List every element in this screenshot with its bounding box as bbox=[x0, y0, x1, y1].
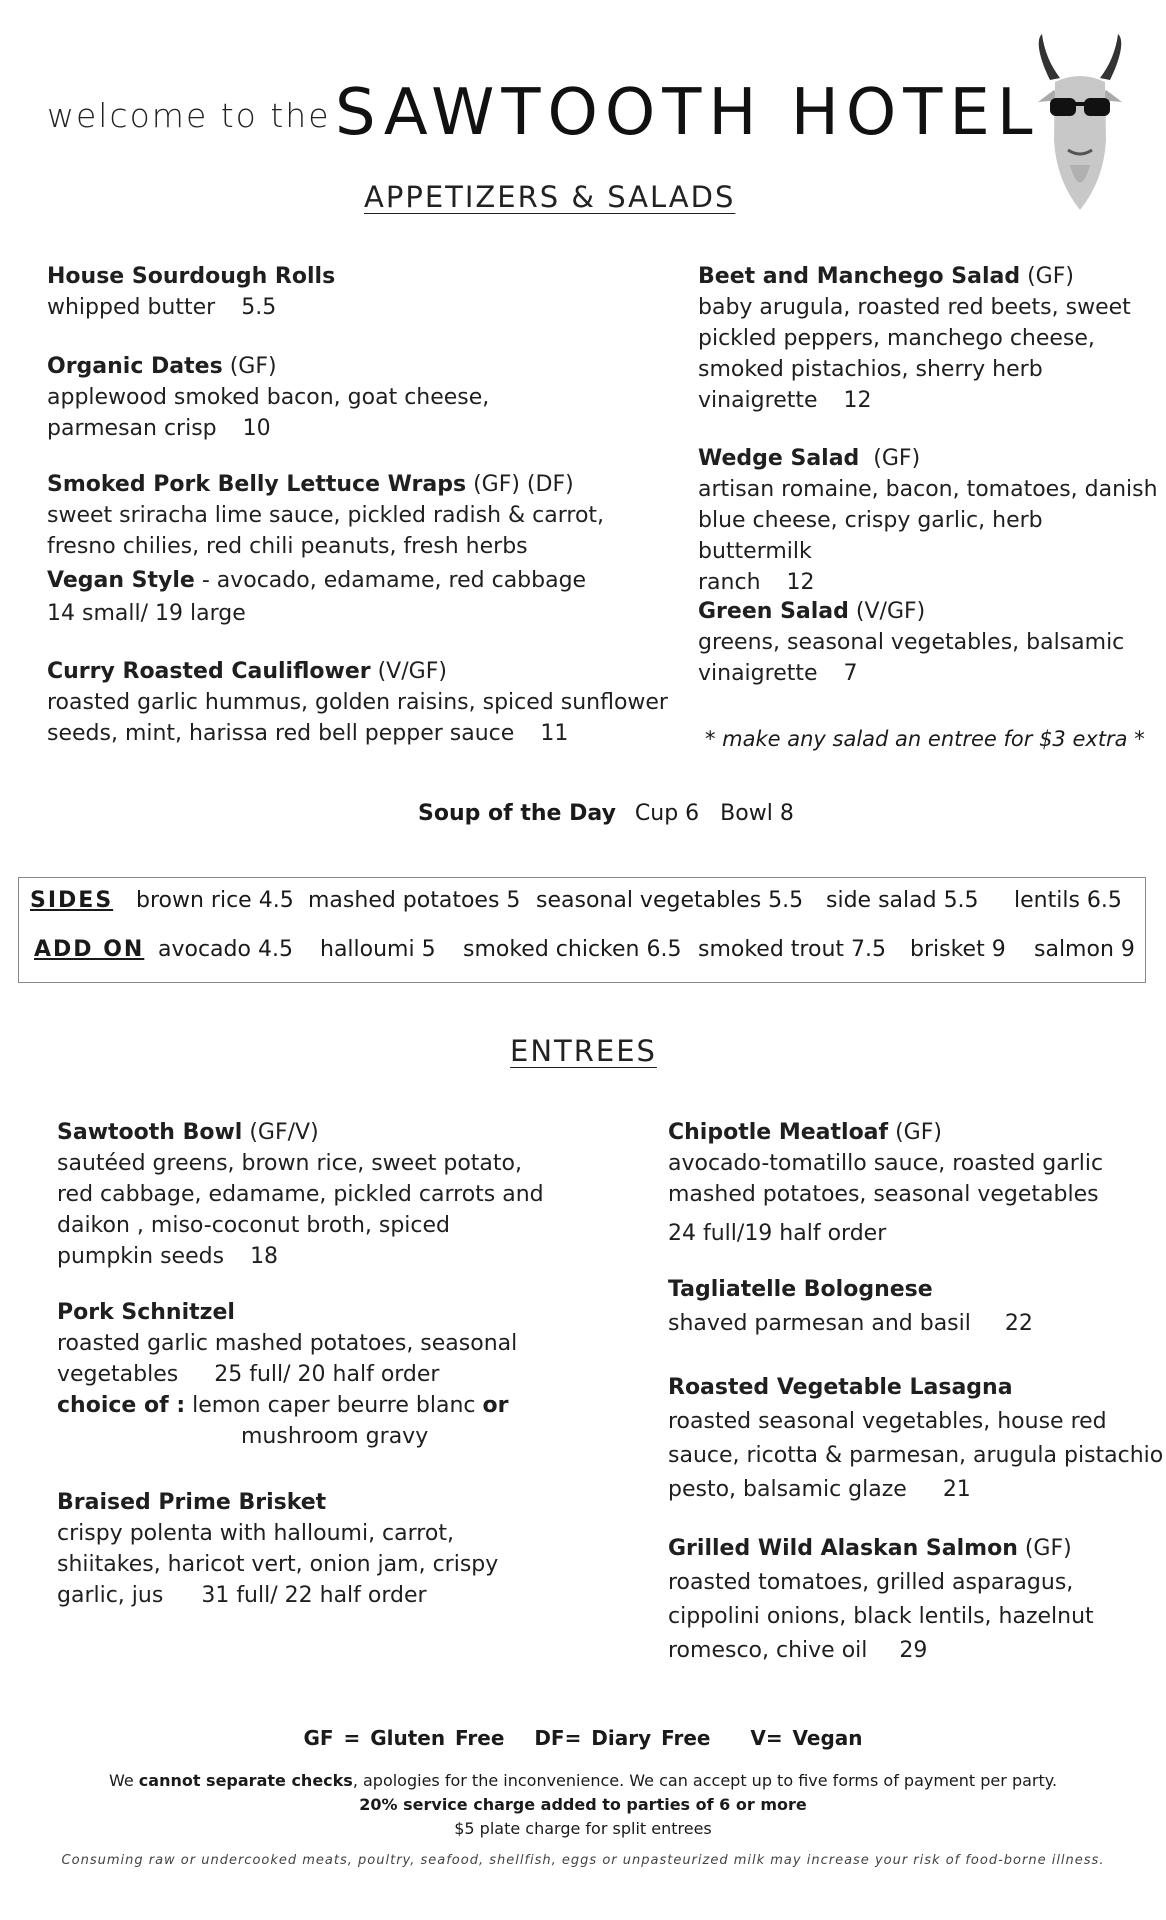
item-name: House Sourdough Rolls bbox=[47, 264, 336, 289]
item-price: 22 bbox=[1004, 1311, 1033, 1336]
item-description: ranch bbox=[698, 570, 761, 595]
item-description: blue cheese, crispy garlic, herb buttermilk bbox=[698, 508, 1043, 564]
item-price: 12 bbox=[843, 388, 872, 413]
item-price: 21 bbox=[942, 1477, 971, 1502]
menu-item bbox=[668, 1117, 1158, 1249]
item-tag: (GF/V) bbox=[242, 1120, 319, 1145]
salad-entree-note: * make any salad an entree for $3 extra * bbox=[705, 727, 1145, 751]
menu-item bbox=[698, 443, 1158, 598]
side-item: brown rice 4.5 bbox=[136, 888, 294, 913]
soup-cup-price: Cup 6 bbox=[634, 801, 700, 826]
item-name: Smoked Pork Belly Lettuce Wraps bbox=[47, 472, 467, 497]
item-tag: (GF) bbox=[1020, 264, 1074, 289]
item-description: romesco, chive oil bbox=[668, 1638, 868, 1663]
item-description: roasted tomatoes, grilled asparagus, bbox=[668, 1570, 1074, 1595]
item-price: 7 bbox=[843, 661, 858, 686]
item-description: fresno chilies, red chili peanuts, fresh herbs bbox=[47, 534, 528, 559]
item-tag: (GF) bbox=[888, 1120, 942, 1145]
checks-pre: We bbox=[108, 1771, 139, 1790]
item-description: roasted garlic mashed potatoes, seasonal bbox=[57, 1331, 518, 1356]
appetizers-title: APPETIZERS & SALADS bbox=[364, 180, 736, 214]
item-name: Pork Schnitzel bbox=[57, 1300, 235, 1325]
item-description: parmesan crisp bbox=[47, 416, 217, 441]
service-charge-notice: 20% service charge added to parties of 6 or more bbox=[359, 1795, 807, 1814]
checks-notice bbox=[0, 1769, 1166, 1793]
menu-item bbox=[57, 1297, 617, 1452]
checks-post: , apologies for the inconvenience. We can accept up to five forms of payment per party. bbox=[352, 1771, 1058, 1790]
item-price: 5.5 bbox=[241, 295, 277, 320]
soup-label: Soup of the Day bbox=[418, 801, 616, 826]
menu-item bbox=[698, 261, 1148, 416]
item-description: whipped butter bbox=[47, 295, 216, 320]
item-description: greens, seasonal vegetables, balsamic bbox=[698, 630, 1125, 655]
item-name: Beet and Manchego Salad bbox=[698, 264, 1021, 289]
item-description: crispy polenta with halloumi, carrot, bbox=[57, 1521, 454, 1546]
item-price: 12 bbox=[786, 570, 815, 595]
menu-item bbox=[47, 656, 687, 749]
add-on-item: brisket 9 bbox=[910, 937, 1006, 962]
add-on-item: halloumi 5 bbox=[320, 937, 436, 962]
add-on-item: salmon 9 bbox=[1034, 937, 1135, 962]
item-name: Braised Prime Brisket bbox=[57, 1490, 327, 1515]
item-description: pumpkin seeds bbox=[57, 1244, 225, 1269]
entrees-title: ENTREES bbox=[510, 1034, 657, 1068]
sides-row bbox=[19, 888, 1145, 918]
item-description: baby arugula, roasted red beets, sweet bbox=[698, 295, 1131, 320]
item-price: 29 bbox=[899, 1638, 928, 1663]
item-tag: (V/GF) bbox=[848, 599, 926, 624]
item-description: artisan romaine, bacon, tomatoes, danish bbox=[698, 477, 1158, 502]
item-price: 10 bbox=[242, 416, 271, 441]
item-description: pesto, balsamic glaze bbox=[668, 1477, 907, 1502]
sides-addon-box bbox=[18, 877, 1146, 983]
item-price: 31 full/ 22 half order bbox=[201, 1583, 427, 1608]
item-name: Roasted Vegetable Lasagna bbox=[668, 1375, 1013, 1400]
add-on-item: smoked trout 7.5 bbox=[698, 937, 886, 962]
side-item: side salad 5.5 bbox=[826, 888, 979, 913]
menu-item bbox=[668, 1532, 1158, 1668]
item-description: sautéed greens, brown rice, sweet potato, bbox=[57, 1151, 522, 1176]
item-description: applewood smoked bacon, goat cheese, bbox=[47, 385, 490, 410]
item-description: shiitakes, haricot vert, onion jam, crispy bbox=[57, 1552, 499, 1577]
soup-bowl-price: Bowl 8 bbox=[720, 801, 794, 826]
item-tag: (GF) bbox=[222, 354, 277, 379]
item-tag: (V/GF) bbox=[370, 659, 447, 684]
side-item: seasonal vegetables 5.5 bbox=[536, 888, 804, 913]
choice-option: mushroom gravy bbox=[241, 1424, 429, 1449]
item-description: roasted garlic hummus, golden raisins, spiced sunflower bbox=[47, 690, 668, 715]
item-name: Curry Roasted Cauliflower bbox=[47, 659, 371, 684]
add-on-row bbox=[19, 937, 1145, 967]
item-description: garlic, jus bbox=[57, 1583, 164, 1608]
choice-option: lemon caper beurre blanc bbox=[185, 1393, 483, 1418]
side-item: mashed potatoes 5 bbox=[308, 888, 521, 913]
item-description: pickled peppers, manchego cheese, bbox=[698, 326, 1095, 351]
menu-item bbox=[47, 351, 667, 444]
item-price: 25 full/ 20 half order bbox=[214, 1362, 440, 1387]
split-charge-notice: $5 plate charge for split entrees bbox=[454, 1819, 712, 1838]
menu-item bbox=[47, 261, 667, 323]
item-description: mashed potatoes, seasonal vegetables bbox=[668, 1182, 1099, 1207]
item-name: Wedge Salad bbox=[698, 446, 860, 471]
item-description: vinaigrette bbox=[698, 661, 818, 686]
item-description: vinaigrette bbox=[698, 388, 818, 413]
hotel-name: SAWTOOTH HOTEL bbox=[335, 76, 1040, 150]
item-name: Sawtooth Bowl bbox=[57, 1120, 243, 1145]
food-safety-warning: Consuming raw or undercooked meats, poultry, seafood, shellfish, eggs or unpasteurized milk may increase your risk of food-borne illness. bbox=[61, 1853, 1105, 1868]
item-tag: (GF) (DF) bbox=[466, 472, 574, 497]
sides-label: SIDES bbox=[30, 888, 114, 913]
item-price: 14 small/ 19 large bbox=[47, 601, 246, 626]
menu-item bbox=[698, 596, 1148, 689]
choice-or: or bbox=[482, 1393, 509, 1418]
side-item: lentils 6.5 bbox=[1014, 888, 1122, 913]
item-description: shaved parmesan and basil bbox=[668, 1311, 971, 1336]
item-name: Organic Dates bbox=[47, 354, 223, 379]
item-description: roasted seasonal vegetables, house red bbox=[668, 1409, 1107, 1434]
menu-item bbox=[47, 469, 687, 629]
item-price: 18 bbox=[250, 1244, 279, 1269]
item-description: vegetables bbox=[57, 1362, 179, 1387]
menu-item bbox=[57, 1487, 617, 1611]
add-on-item: smoked chicken 6.5 bbox=[463, 937, 682, 962]
checks-bold: cannot separate checks bbox=[138, 1771, 353, 1790]
welcome-text: welcome to the bbox=[47, 96, 331, 135]
item-name: Tagliatelle Bolognese bbox=[668, 1277, 933, 1302]
item-name: Green Salad bbox=[698, 599, 849, 624]
soup-of-the-day bbox=[418, 801, 794, 826]
item-description: red cabbage, edamame, pickled carrots and bbox=[57, 1182, 544, 1207]
item-tag: (GF) bbox=[859, 446, 921, 471]
item-description: sweet sriracha lime sauce, pickled radish & carrot, bbox=[47, 503, 605, 528]
item-description: avocado-tomatillo sauce, roasted garlic bbox=[668, 1151, 1104, 1176]
add-on-label: ADD ON bbox=[34, 937, 145, 962]
item-tag: (GF) bbox=[1017, 1536, 1072, 1561]
choice-label: choice of : bbox=[57, 1393, 186, 1418]
item-name: Chipotle Meatloaf bbox=[668, 1120, 889, 1145]
dietary-legend: GF = Gluten Free DF= Diary Free V= Vegan bbox=[303, 1726, 863, 1750]
item-price: 24 full/19 half order bbox=[668, 1221, 887, 1246]
vegan-style-label: Vegan Style bbox=[47, 568, 195, 593]
menu-item bbox=[57, 1117, 617, 1272]
item-name: Grilled Wild Alaskan Salmon bbox=[668, 1536, 1018, 1561]
vegan-style-text: - avocado, edamame, red cabbage bbox=[194, 568, 587, 593]
item-description: seeds, mint, harissa red bell pepper sauce bbox=[47, 721, 515, 746]
goat-logo-icon bbox=[1020, 30, 1140, 220]
menu-item bbox=[668, 1274, 1158, 1339]
item-description: daikon , miso-coconut broth, spiced bbox=[57, 1213, 451, 1238]
item-description: smoked pistachios, sherry herb bbox=[698, 357, 1043, 382]
add-on-item: avocado 4.5 bbox=[158, 937, 293, 962]
item-description: sauce, ricotta & parmesan, arugula pistachio bbox=[668, 1443, 1164, 1468]
item-price: 11 bbox=[540, 721, 569, 746]
menu-item bbox=[668, 1371, 1166, 1507]
item-description: cippolini onions, black lentils, hazelnut bbox=[668, 1604, 1094, 1629]
